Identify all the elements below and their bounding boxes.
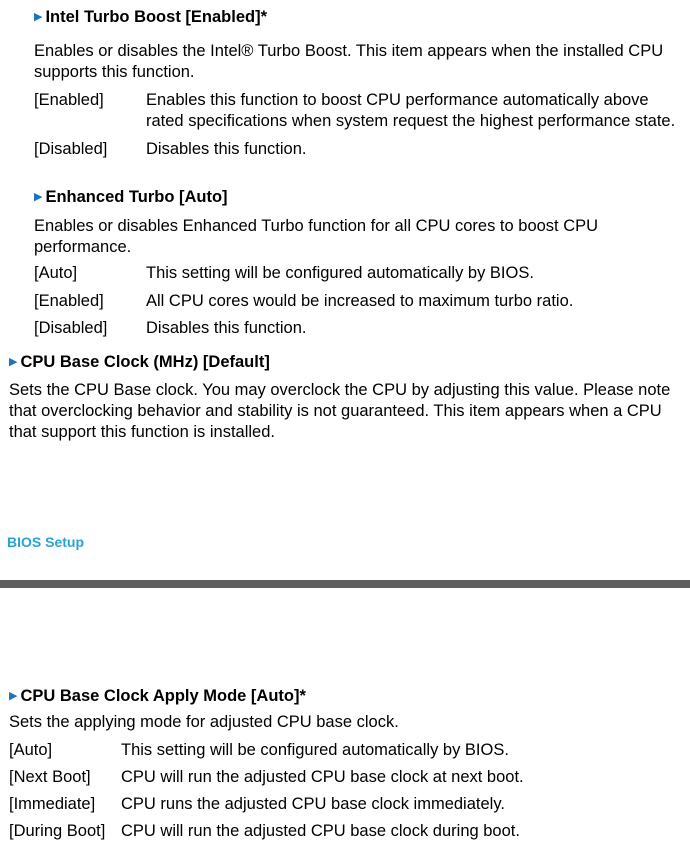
option-key: [Enabled] xyxy=(34,292,104,310)
cpu-base-clock-heading xyxy=(9,352,689,372)
triangle-right-icon: ▶ xyxy=(34,191,43,203)
page-divider xyxy=(0,580,690,588)
cpu-base-clock-apply-mode-section xyxy=(9,686,689,842)
intel-turbo-boost-title: Intel Turbo Boost [Enabled]* xyxy=(45,8,267,26)
enhanced-turbo-description: Enables or disables Enhanced Turbo function for all CPU cores to boost CPU performance. xyxy=(34,217,599,256)
bios-setup-footer-label: BIOS Setup xyxy=(7,534,85,550)
option-text: CPU runs the adjusted CPU base clock immediately. xyxy=(121,795,505,813)
intel-turbo-boost-description: Enables or disables the Intel® Turbo Boost. This item appears when the installed CPU supports this function. xyxy=(34,42,664,81)
option-text: All CPU cores would be increased to maximum turbo ratio. xyxy=(146,292,574,310)
option-text: This setting will be configured automatically by BIOS. xyxy=(121,741,509,759)
option-text: Disables this function. xyxy=(146,140,307,158)
option-row xyxy=(9,821,689,842)
option-text: Disables this function. xyxy=(146,319,307,337)
enhanced-turbo-heading xyxy=(34,187,688,207)
option-row xyxy=(34,139,688,160)
apply-mode-heading xyxy=(9,686,689,706)
option-key: [Next Boot] xyxy=(9,768,91,786)
option-key: [Immediate] xyxy=(9,795,96,813)
option-row xyxy=(34,90,688,132)
option-key: [Disabled] xyxy=(34,140,108,158)
option-text: CPU will run the adjusted CPU base clock at next boot. xyxy=(121,768,524,786)
triangle-right-icon: ▶ xyxy=(9,690,18,702)
option-key: [Disabled] xyxy=(34,319,108,337)
enhanced-turbo-title: Enhanced Turbo [Auto] xyxy=(45,188,228,206)
cpu-base-clock-description: Sets the CPU Base clock. You may overclock the CPU by adjusting this value. Please note that overclocking behavior and stability is not guaranteed. This item appears when a CPU that support this function is installed. xyxy=(9,381,671,441)
option-key: [Enabled] xyxy=(34,91,104,109)
enhanced-turbo-section xyxy=(34,187,688,339)
intel-turbo-boost-section xyxy=(34,7,688,160)
apply-mode-title: CPU Base Clock Apply Mode [Auto]* xyxy=(20,687,306,705)
triangle-right-icon: ▶ xyxy=(9,356,18,368)
triangle-right-icon: ▶ xyxy=(34,11,43,23)
option-text: Enables this function to boost CPU performance automatically above rated specifications when system request the highest performance state. xyxy=(146,91,676,130)
option-row xyxy=(9,740,689,761)
option-row xyxy=(34,263,688,284)
apply-mode-description: Sets the applying mode for adjusted CPU base clock. xyxy=(9,713,399,731)
option-text: This setting will be configured automatically by BIOS. xyxy=(146,264,534,282)
option-row xyxy=(34,318,688,339)
option-key: [During Boot] xyxy=(9,822,106,840)
option-row xyxy=(34,291,688,312)
option-key: [Auto] xyxy=(9,741,53,759)
option-row xyxy=(9,794,689,815)
option-text: CPU will run the adjusted CPU base clock during boot. xyxy=(121,822,520,840)
option-key: [Auto] xyxy=(34,264,78,282)
option-row xyxy=(9,767,689,788)
intel-turbo-boost-heading xyxy=(34,7,688,27)
cpu-base-clock-title: CPU Base Clock (MHz) [Default] xyxy=(20,353,270,371)
cpu-base-clock-section xyxy=(9,352,689,443)
